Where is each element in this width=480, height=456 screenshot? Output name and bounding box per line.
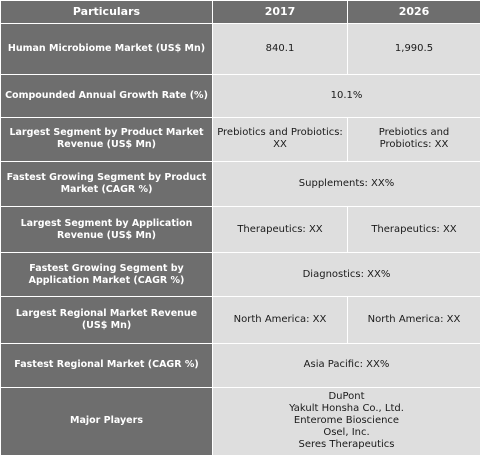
header-row bbox=[1, 1, 480, 24]
row-label: Major Players bbox=[1, 387, 213, 455]
value-2026: Prebiotics and Probiotics: XX bbox=[348, 118, 480, 162]
value-2017: North America: XX bbox=[213, 297, 348, 344]
table-row bbox=[1, 343, 480, 387]
table-row bbox=[1, 297, 480, 344]
player-name: DuPont bbox=[328, 391, 365, 403]
header-2017: 2017 bbox=[213, 1, 348, 24]
value-merged: Supplements: XX% bbox=[213, 161, 480, 206]
player-name: Seres Therapeutics bbox=[298, 439, 395, 451]
value-merged: Asia Pacific: XX% bbox=[213, 343, 480, 387]
table-row bbox=[1, 387, 480, 455]
value-merged: Diagnostics: XX% bbox=[213, 253, 480, 297]
table-row bbox=[1, 206, 480, 253]
row-label: Human Microbiome Market (US$ Mn) bbox=[1, 24, 213, 75]
table-row bbox=[1, 118, 480, 162]
value-2026: Therapeutics: XX bbox=[348, 206, 480, 253]
value-2017: 840.1 bbox=[213, 24, 348, 75]
row-label: Fastest Regional Market (CAGR %) bbox=[1, 343, 213, 387]
player-name: Osel, Inc. bbox=[323, 427, 370, 439]
major-players-list bbox=[213, 387, 480, 455]
value-2017: Prebiotics and Probiotics: XX bbox=[213, 118, 348, 162]
player-name: Yakult Honsha Co., Ltd. bbox=[289, 403, 404, 415]
value-2017: Therapeutics: XX bbox=[213, 206, 348, 253]
table-row bbox=[1, 24, 480, 75]
row-label: Compounded Annual Growth Rate (%) bbox=[1, 75, 213, 118]
row-label: Largest Segment by Application Revenue (US$ Mn) bbox=[1, 206, 213, 253]
row-label: Fastest Growing Segment by Product Market (CAGR %) bbox=[1, 161, 213, 206]
player-name: Enterome Bioscience bbox=[293, 415, 400, 427]
row-label: Fastest Growing Segment by Application Market (CAGR %) bbox=[1, 253, 213, 297]
header-particulars: Particulars bbox=[1, 1, 213, 24]
table-row bbox=[1, 75, 480, 118]
value-merged: 10.1% bbox=[213, 75, 480, 118]
row-label: Largest Segment by Product Market Revenue (US$ Mn) bbox=[1, 118, 213, 162]
value-2026: 1,990.5 bbox=[348, 24, 480, 75]
table-row bbox=[1, 253, 480, 297]
value-2026: North America: XX bbox=[348, 297, 480, 344]
row-label: Largest Regional Market Revenue (US$ Mn) bbox=[1, 297, 213, 344]
table-row bbox=[1, 161, 480, 206]
header-2026: 2026 bbox=[348, 1, 480, 24]
